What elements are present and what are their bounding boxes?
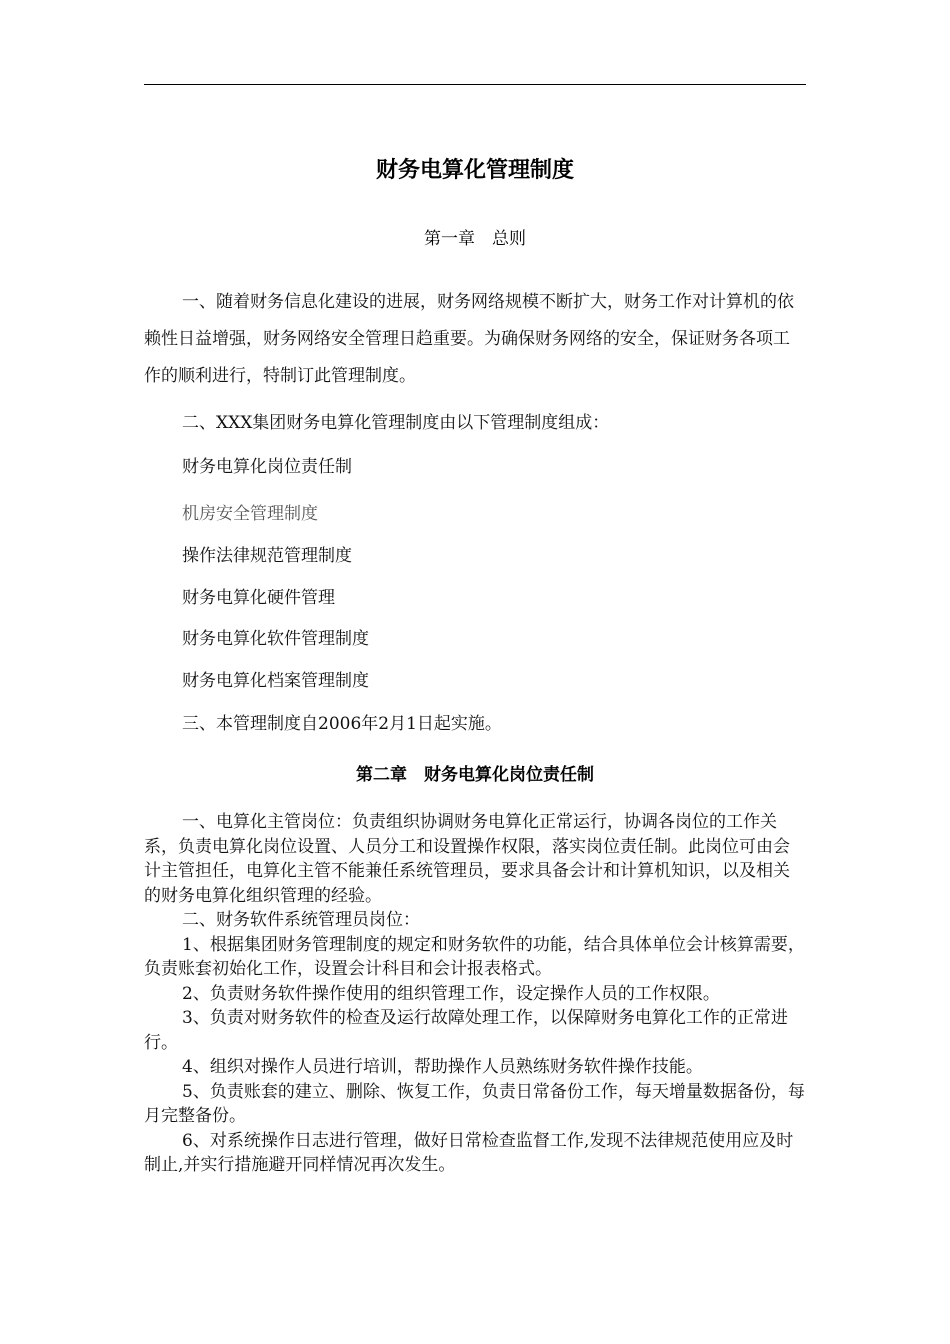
chapter-2-body [144, 810, 806, 1178]
regulation-list-item: 财务电算化岗位责任制 [182, 457, 352, 477]
regulation-list-item: 操作法律规范管理制度 [182, 546, 352, 566]
chapter-2-paragraph: 2、负责财务软件操作使用的组织管理工作，设定操作人员的工作权限。 [182, 983, 720, 1004]
chapter-2-paragraph: 二、财务软件系统管理员岗位： [182, 910, 420, 930]
document-title: 财务电算化管理制度 [375, 158, 574, 183]
chapter-2-paragraph: 一、电算化主管岗位：负责组织协调财务电算化正常运行，协调各岗位的工作关系，负责电算化岗位设置、人员分工和设置操作权限，落实岗位责任制。此岗位可由会计主管担任，电算化主管不能兼任系统管理员，要求具备会计和计算机知识，以及相关的财务电算化组织管理的经验。 [144, 812, 790, 906]
regulation-list-item: 机房安全管理制度 [182, 504, 318, 524]
chapter-2-paragraph: 4、组织对操作人员进行培训，帮助操作人员熟练财务软件操作技能。 [182, 1057, 703, 1077]
regulation-list-item: 财务电算化硬件管理 [182, 588, 335, 608]
chapter-1-paragraph-1: 一、随着财务信息化建设的进展，财务网络规模不断扩大，财务工作对计算机的依赖性日益增强，财务网络安全管理日趋重要。为确保财务网络的安全，保证财务各项工作的顺利进行，特制订此管理制度。 [144, 292, 794, 386]
regulation-list-item: 财务电算化软件管理制度 [182, 629, 369, 649]
chapter-2-paragraph: 1、根据集团财务管理制度的规定和财务软件的功能，结合具体单位会计核算需要，负责账套初始化工作，设置会计科目和会计报表格式。 [144, 934, 805, 979]
chapter-2-heading: 第二章 财务电算化岗位责任制 [356, 765, 594, 785]
chapter-1-paragraph-2: 二、XXX集团财务电算化管理制度由以下管理制度组成： [182, 413, 610, 433]
chapter-2-paragraph: 3、负责对财务软件的检查及运行故障处理工作，以保障财务电算化工作的正常进行。 [144, 1008, 788, 1053]
chapter-2-paragraph: 5、负责账套的建立、删除、恢复工作，负责日常备份工作，每天增量数据备份，每月完整备份。 [144, 1081, 805, 1126]
header-rule [144, 84, 806, 85]
chapter-2-paragraph: 6、对系统操作日志进行管理，做好日常检查监督工作,发现不法律规范使用应及时制止,并实行措施避开同样情况再次发生。 [144, 1130, 794, 1175]
chapter-1-paragraph-3: 三、本管理制度自2006年2月1日起实施。 [182, 714, 502, 734]
chapter-1-heading: 第一章 总则 [424, 229, 526, 249]
regulation-list-item: 财务电算化档案管理制度 [182, 671, 369, 691]
